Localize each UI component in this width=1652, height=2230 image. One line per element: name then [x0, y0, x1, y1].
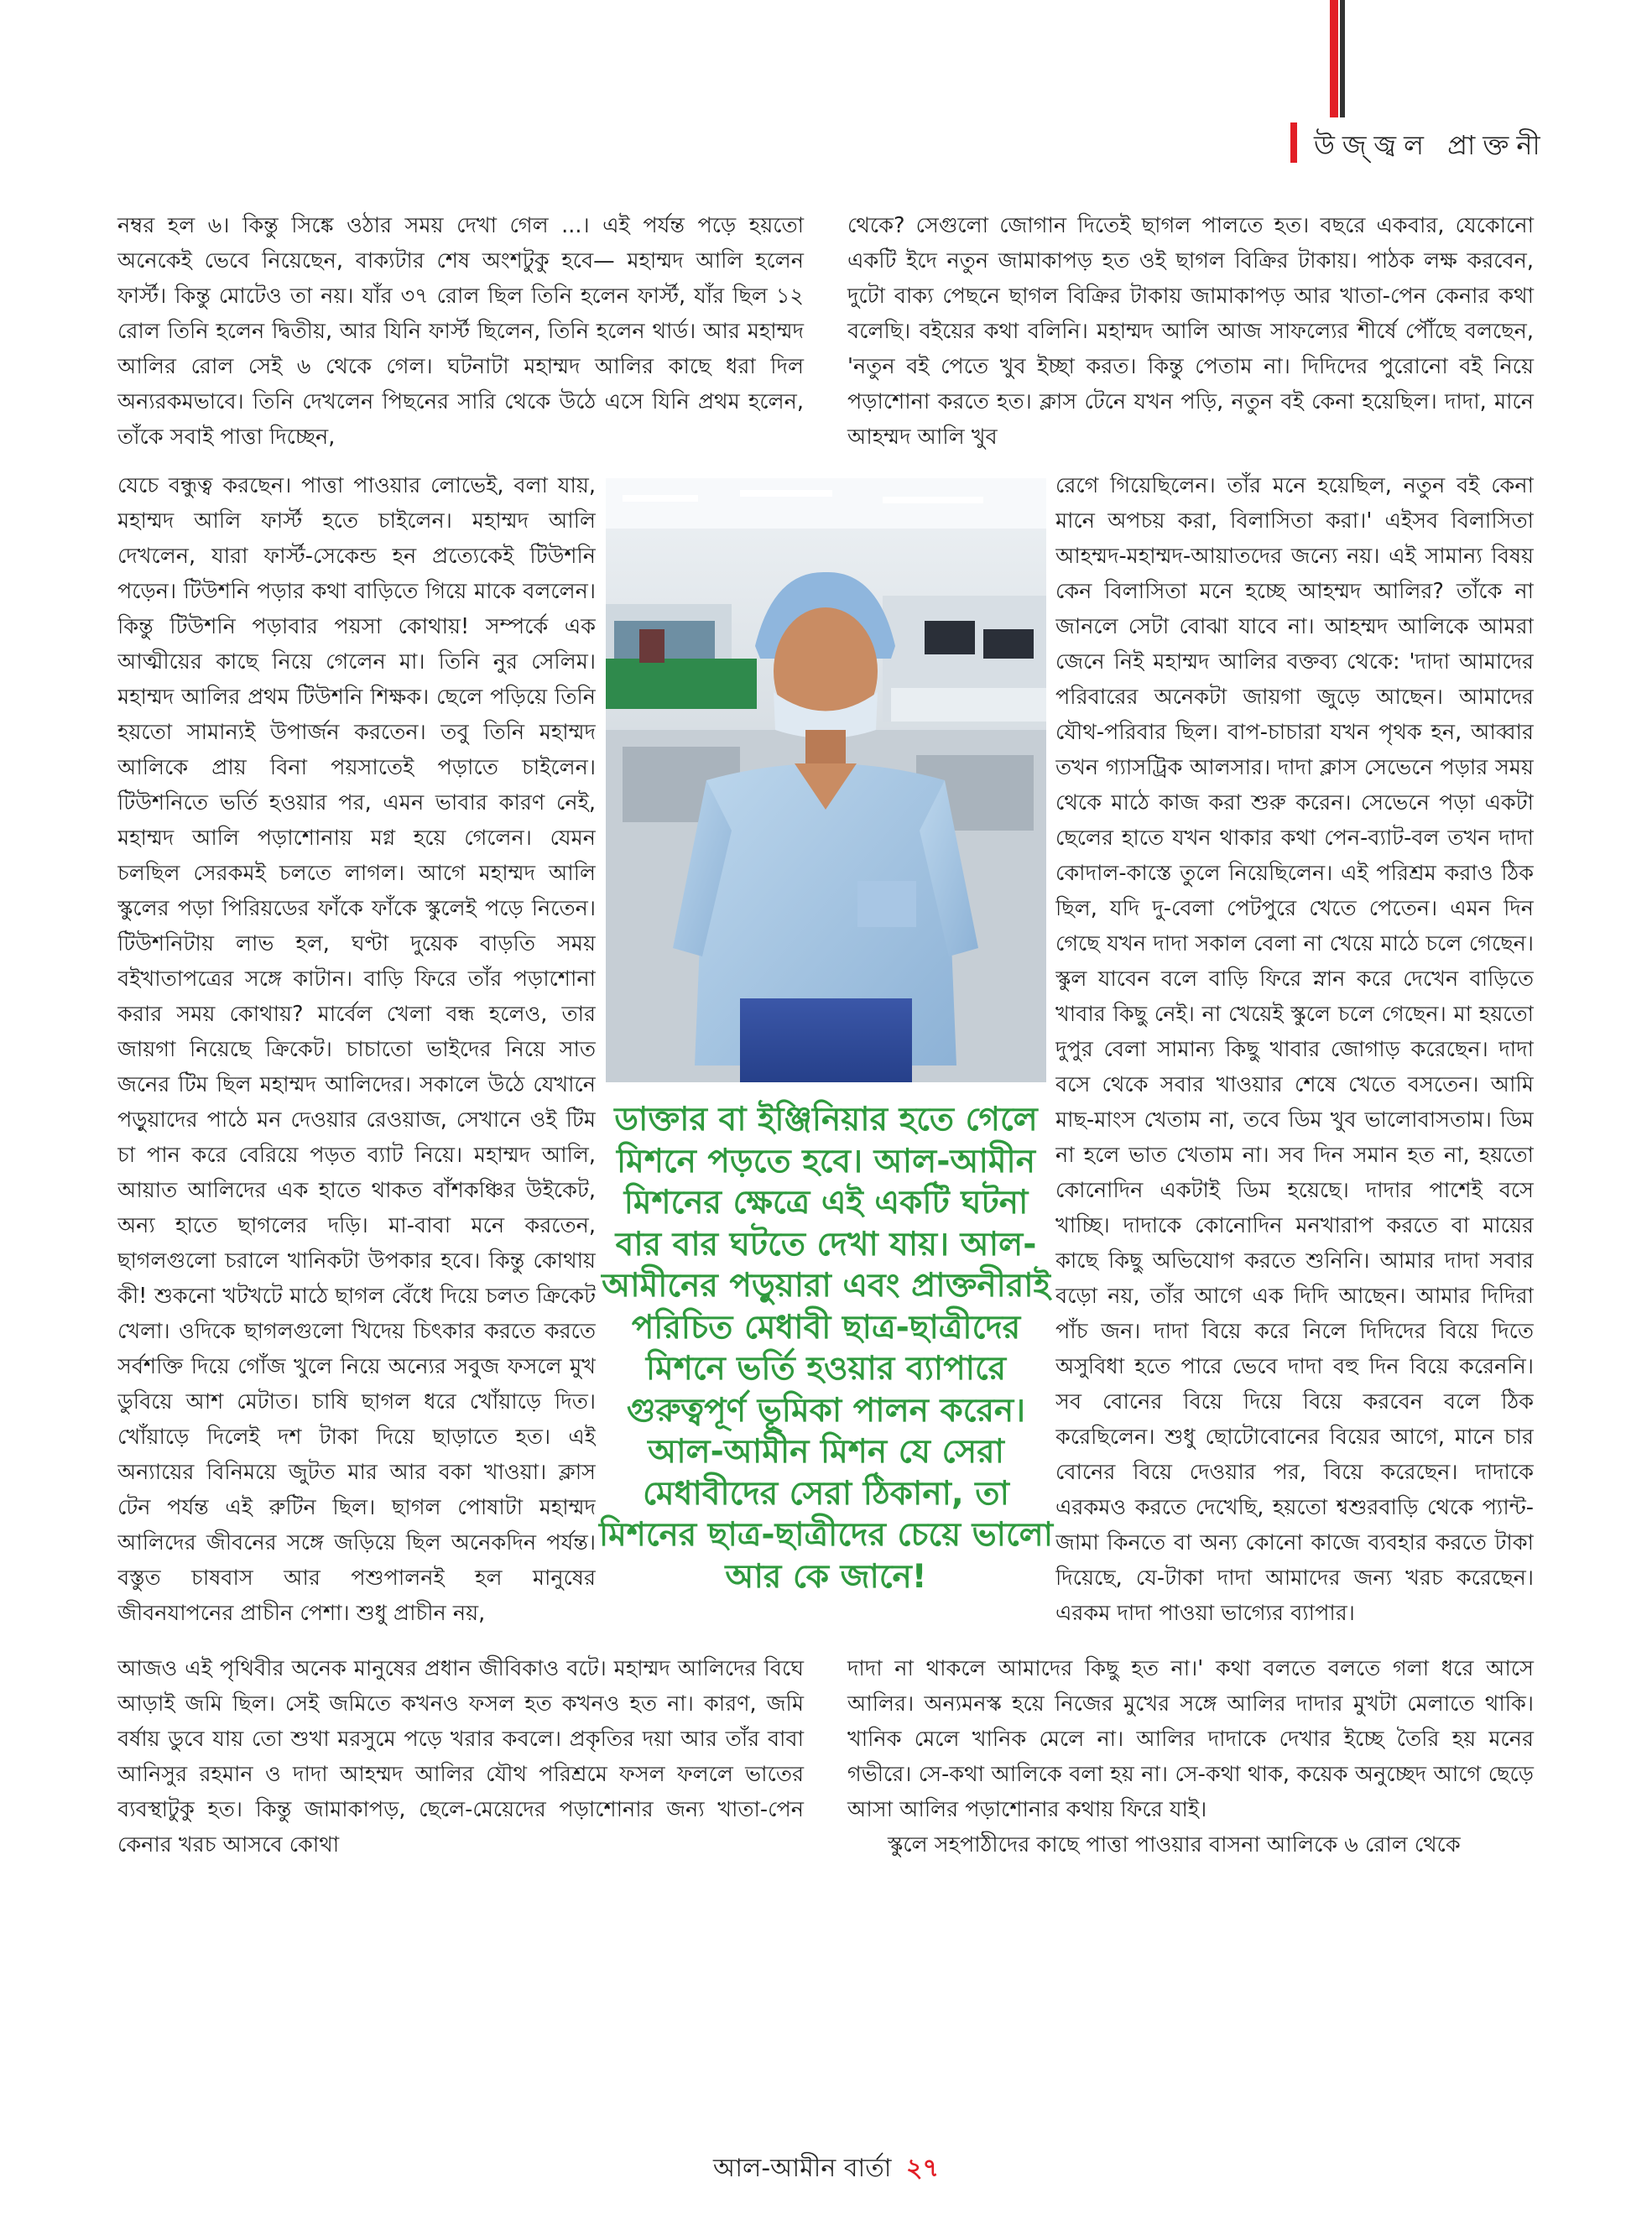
paragraph: আজও এই পৃথিবীর অনেক মানুষের প্রধান জীবিকাও বটে। মহাম্মদ আলিদের বিঘে আড়াই জমি ছিল। সেই জমিতে কখনও ফসল হত কখনও হত না। কারণ, জমি বর্ষায় ডুবে যায় তো শুখা মরসুমে পড়ে খরার কবলে। প্রকৃতির দয়া আর তাঁর বাবা আনিসুর রহমান ও দাদা আহম্মদ আলির যৌথ পরিশ্রমে ফসল ফললে ভাতের ব্যবস্থাটুকু হত। কিন্তু জামাকাপড়, ছেলে-মেয়েদের পড়াশোনার জন্য খাতা-পেন কেনার খরচ আসবে কোথা [117, 1656, 804, 1857]
right-column-narrow [1055, 468, 1534, 1647]
page-footer [0, 2148, 1652, 2191]
paragraph: স্কুলে সহপাঠীদের কাছে পাত্তা পাওয়ার বাসনা আলিকে ৬ রোল থেকে [888, 1832, 1461, 1857]
doctor-photo-illustration [606, 478, 1046, 1082]
top-dark-rule [1340, 0, 1345, 117]
paragraph: রেগে গিয়েছিলেন। তাঁর মনে হয়েছিল, নতুন বই কেনা মানে অপচয় করা, বিলাসিতা করা।' এইসব বিলাসিতা আহম্মদ-মহাম্মদ-আয়াতদের জন্যে নয়। এই সামান্য বিষয় কেন বিলাসিতা মনে হচ্ছে আহম্মদ আলির? তাঁকে না জানলে সেটা বোঝা যাবে না। আহম্মদ আলিকে আমরা জেনে নিই মহাম্মদ আলির বক্তব্য থেকে: 'দাদা আমাদের পরিবারের অনেকটা জায়গা জুড়ে আছেন। আমাদের যৌথ-পরিবার ছিল। বাপ-চাচারা যখন পৃথক হন, আব্বার তখন গ্যাসট্রিক আলসার। দাদা ক্লাস সেভেনে পড়ার সময় থেকে মাঠে কাজ করা শুরু করেন। সেভেনে পড়া একটা ছেলের হাতে যখন থাকার কথা পেন-ব্যাট-বল তখন দাদা কোদাল-কাস্তে তুলে নিয়েছিলেন। এই পরিশ্রম করাও ঠিক ছিল, যদি দু-বেলা পেটপুরে খেতে পেতেন। এমন দিন গেছে যখন দাদা সকাল বেলা না খেয়ে মাঠে চলে গেছেন। স্কুল যাবেন বলে বাড়ি ফিরে স্নান করে দেখেন বাড়িতে খাবার কিছু নেই। না খেয়েই স্কুলে চলে গেছেন। মা হয়তো দুপুর বেলা সামান্য কিছু খাবার জোগাড় করেছেন। দাদা বসে থেকে সবার খাওয়ার শেষে খেতে বসতেন। আমি মাছ-মাংস খেতাম না, তবে ডিম খুব ভালোবাসতাম। ডিম না হলে ভাত খেতাম না। সব দিন সমান হত না, হয়তো কোনোদিন একটাই ডিম হয়েছে। দাদার পাশেই বসে খাচ্ছি। দাদাকে কোনোদিন মনখারাপ করতে বা মায়ের কাছে কিছু অভিযোগ করতে শুনিনি। আমার দাদা সবার বড়ো নয়, তাঁর আগে এক দিদি আছেন। আমার দিদিরা পাঁচ জন। দাদা বিয়ে করে নিলে দিদিদের বিয়ে দিতে অসুবিধা হতে পারে ভেবে দাদা বহু দিন বিয়ে করেননি। সব বোনের বিয়ে দিয়ে বিয়ে করবেন বলে ঠিক করেছিলেন। শুধু ছোটোবোনের বিয়ের আগে, মানে চার বোনের বিয়ে দেওয়ার পর, বিয়ে করেছেন। দাদাকে এরকমও করতে দেখেছি, হয়তো শ্বশুরবাড়ি থেকে প্যান্ট-জামা কিনতে বা অন্য কোনো কাজে ব্যবহার করতে টাকা দিয়েছে, যে-টাকা দাদা আমাদের জন্য খরচ করেছেন। এরকম দাদা পাওয়া ভাগ্যের ব্যাপার। [1055, 473, 1534, 1626]
section-header-bar [1290, 122, 1297, 163]
left-column-top [117, 208, 804, 464]
paragraph: দাদা না থাকলে আমাদের কিছু হত না।' কথা বলতে বলতে গলা ধরে আসে আলির। অন্যমনস্ক হয়ে নিজের মুখের সঙ্গে আলির দাদার মুখটা মেলাতে থাকি। খানিক মেলে খানিক মেলে না। আলির দাদাকে দেখার ইচ্ছে তৈরি হয় মনের গভীরে। সে-কথা আলিকে বলা হয় না। সে-কথা থাক, কয়েক অনুচ্ছেদ আগে ছেড়ে আসা আলির পড়াশোনার কথায় ফিরে যাই। [847, 1656, 1534, 1822]
section-header [1290, 117, 1548, 168]
left-column-narrow [117, 468, 596, 1647]
right-column-top [847, 208, 1534, 464]
left-column-bottom [117, 1651, 804, 1886]
paragraph: থেকে? সেগুলো জোগান দিতেই ছাগল পালতে হত। বছরে একবার, যেকোনো একটি ইদে নতুন জামাকাপড় হত ওই ছাগল বিক্রির টাকায়। পাঠক লক্ষ করবেন, দুটো বাক্য পেছনে ছাগল বিক্রির টাকায় জামাকাপড় আর খাতা-পেন কেনার কথা বলেছি। বইয়ের কথা বলিনি। মহাম্মদ আলি আজ সাফল্যের শীর্ষে পৌঁছে বলছেন, 'নতুন বই পেতে খুব ইচ্ছা করত। কিন্তু পেতাম না। দিদিদের পুরোনো বই নিয়ে পড়াশোনা করতে হত। ক্লাস টেনে যখন পড়ি, নতুন বই কেনা হয়েছিল। দাদা, মানে আহম্মদ আলি খুব [847, 213, 1534, 450]
page-number: ২৭ [906, 2154, 940, 2183]
paragraph: যেচে বন্ধুত্ব করছেন। পাত্তা পাওয়ার লোভেই, বলা যায়, মহাম্মদ আলি ফার্স্ট হতে চাইলেন। মহাম্মদ আলি দেখলেন, যারা ফার্স্ট-সেকেন্ড হন প্রত্যেকেই টিউশনি পড়েন। টিউশনি পড়ার কথা বাড়িতে গিয়ে মাকে বললেন। কিন্তু টিউশনি পড়াবার পয়সা কোথায়! সম্পর্কে এক আত্মীয়ের কাছে নিয়ে গেলেন মা। তিনি নুর সেলিম। মহাম্মদ আলির প্রথম টিউশনি শিক্ষক। ছেলে পড়িয়ে তিনি হয়তো সামান্যই উপার্জন করতেন। তবু তিনি মহাম্মদ আলিকে প্রায় বিনা পয়সাতেই পড়াতে চাইলেন। টিউশনিতে ভর্তি হওয়ার পর, এমন ভাবার কারণ নেই, মহাম্মদ আলি পড়াশোনায় মগ্ন হয়ে গেলেন। যেমন চলছিল সেরকমই চলতে লাগল। আগে মহাম্মদ আলি স্কুলের পড়া পিরিয়ডের ফাঁকে ফাঁকে স্কুলেই পড়ে নিতেন। টিউশনিটায় লাভ হল, ঘণ্টা দুয়েক বাড়তি সময় বইখাতাপত্রের সঙ্গে কাটান। বাড়ি ফিরে তাঁর পড়াশোনা করার সময় কোথায়? মার্বেল খেলা বন্ধ হলেও, তার জায়গা নিয়েছে ক্রিকেট। চাচাতো ভাইদের নিয়ে সাত জনের টিম ছিল মহাম্মদ আলিদের। সকালে উঠে যেখানে পড়ুয়াদের পাঠে মন দেওয়ার রেওয়াজ, সেখানে ওই টিম চা পান করে বেরিয়ে পড়ত ব্যাট নিয়ে। মহাম্মদ আলি, আয়াত আলিদের এক হাতে থাকত বাঁশকঞ্চির উইকেট, অন্য হাতে ছাগলের দড়ি। মা-বাবা মনে করতেন, ছাগলগুলো চরালে খানিকটা উপকার হবে। কিন্তু কোথায় কী! শুকনো খটখটে মাঠে ছাগল বেঁধে দিয়ে চলত ক্রিকেট খেলা। ওদিকে ছাগলগুলো খিদেয় চিৎকার করতে করতে সর্বশক্তি দিয়ে গোঁজ খুলে নিয়ে অন্যের সবুজ ফসলে মুখ ডুবিয়ে আশ মেটাত। চাষি ছাগল ধরে খোঁয়াড়ে দিত। খোঁয়াড়ে দিলেই দশ টাকা দিয়ে ছাড়াতে হত। এই অন্যায়ের বিনিময়ে জুটত মার আর বকা খাওয়া। ক্লাস টেন পর্যন্ত এই রুটিন ছিল। ছাগল পোষাটা মহাম্মদ আলিদের জীবনের সঙ্গে জড়িয়ে ছিল অনেকদিন পর্যন্ত। বস্তুত চাষবাস আর পশুপালনই হল মানুষের জীবনযাপনের প্রাচীন পেশা। শুধু প্রাচীন নয়, [117, 473, 596, 1626]
pull-quote-text: ডাক্তার বা ইঞ্জিনিয়ার হতে গেলে মিশনে পড়তে হবে। আল-আমীন মিশনের ক্ষেত্রে এই একটি ঘটনা বার বার ঘটতে দেখা যায়। আল-আমীনের পড়ুয়ারা এবং প্রাক্তনীরাই পরিচিত মেধাবী ছাত্র-ছাত্রীদের মিশনে ভর্তি হওয়ার ব্যাপারে গুরুত্বপূর্ণ ভূমিকা পালন করেন। আল-আমীন মিশন যে সেরা মেধাবীদের সেরা ঠিকানা, তা মিশনের ছাত্র-ছাত্রীদের চেয়ে ভালো আর কে জানে! [598, 1101, 1054, 1596]
pull-quote [597, 1099, 1055, 1640]
right-column-bottom [847, 1651, 1534, 1886]
top-red-rule [1330, 0, 1338, 117]
doctor-photo [606, 478, 1046, 1082]
section-title: উজ্জ্বল প্রাক্তনী [1314, 129, 1548, 161]
magazine-name: আল-আমীন বার্তা [712, 2154, 892, 2183]
paragraph: নম্বর হল ৬। কিন্তু সিঙ্কে ওঠার সময় দেখা গেল ...। এই পর্যন্ত পড়ে হয়তো অনেকেই ভেবে নিয়েছেন, বাক্যটার শেষ অংশটুকু হবে— মহাম্মদ আলি হলেন ফার্স্ট। কিন্তু মোটেও তা নয়। যাঁর ৩৭ রোল ছিল তিনি হলেন ফার্স্ট, যাঁর ছিল ১২ রোল তিনি হলেন দ্বিতীয়, আর যিনি ফার্স্ট ছিলেন, তিনি হলেন থার্ড। আর মহাম্মদ আলির রোল সেই ৬ থেকে গেল। ঘটনাটা মহাম্মদ আলির কাছে ধরা দিল অন্যরকমভাবে। তিনি দেখলেন পিছনের সারি থেকে উঠে এসে যিনি প্রথম হলেন, তাঁকে সবাই পাত্তা দিচ্ছেন, [117, 213, 804, 450]
